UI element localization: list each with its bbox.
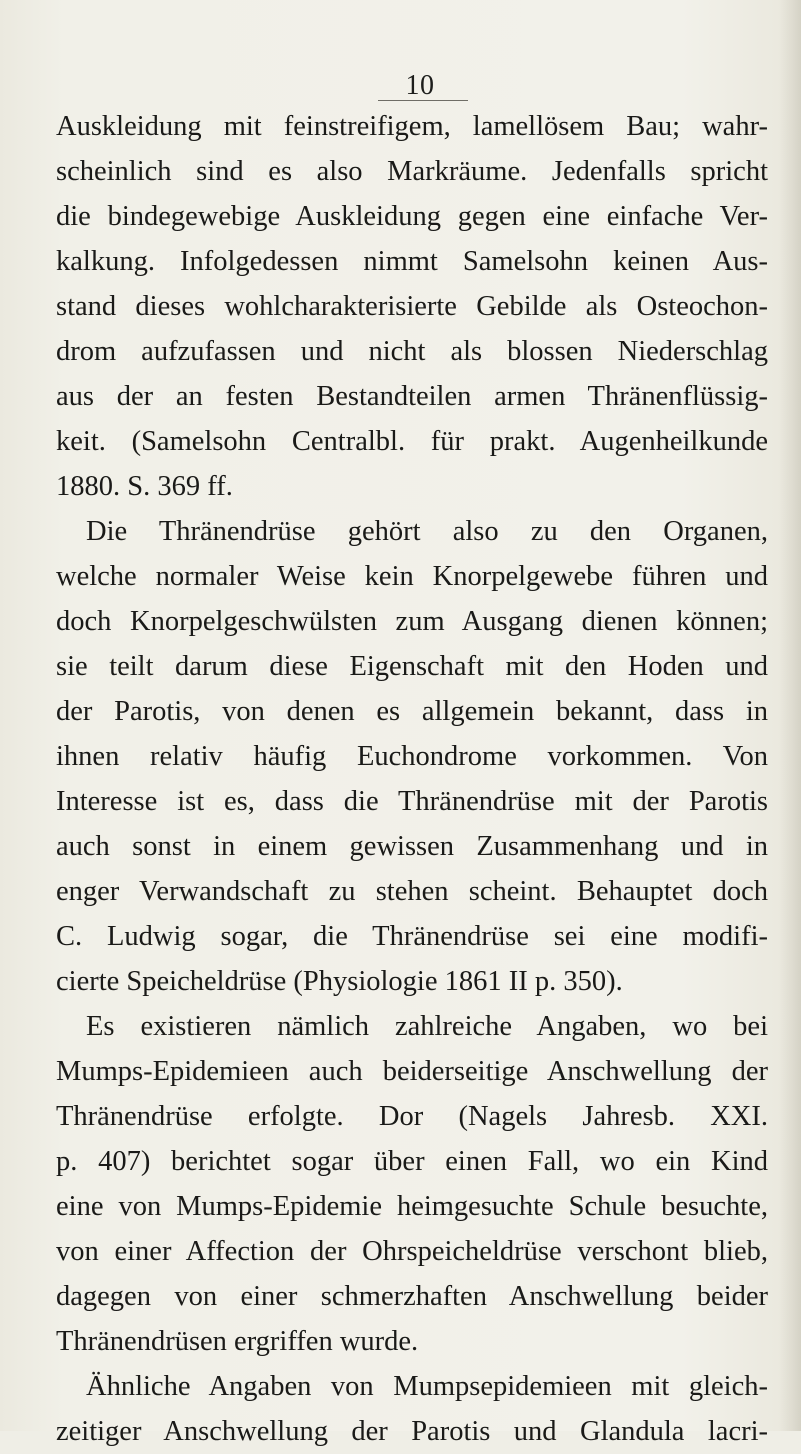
page-number-rule [378,100,468,101]
text-line: sie teilt darum diese Eigenschaft mit den Hoden und [56,651,768,682]
body-text [56,104,768,1454]
text-line: p. 407) berichtet sogar über einen Fall, wo ein Kind [56,1146,768,1177]
text-line: C. Ludwig sogar, die Thränendrüse sei eine modifi- [56,921,768,952]
text-line: enger Verwandschaft zu stehen scheint. Behauptet doch [56,876,768,907]
text-line: aus der an festen Bestandteilen armen Thränenflüssig- [56,381,768,412]
text-line: 1880. S. 369 ff. [56,471,233,502]
text-line: eine von Mumps-Epidemie heimgesuchte Schule besuchte, [56,1191,768,1222]
paragraph-2 [56,509,768,1004]
page-number: 10 [405,70,435,101]
text-line: Interesse ist es, dass die Thränendrüse mit der Parotis [56,786,768,817]
text-line: keit. (Samelsohn Centralbl. für prakt. Augenheilkunde [56,426,768,457]
text-line: kalkung. Infolgedessen nimmt Samelsohn keinen Aus- [56,246,768,277]
text-line: welche normaler Weise kein Knorpelgewebe führen und [56,561,768,592]
text-line: Ähnliche Angaben von Mumpsepidemieen mit gleich- [86,1371,768,1402]
text-line: Thränendrüsen ergriffen wurde. [56,1326,419,1357]
text-line: Es existieren nämlich zahlreiche Angaben, wo bei [86,1011,768,1042]
text-line: stand dieses wohlcharakterisierte Gebilde als Osteochon- [56,291,768,322]
text-line: cierte Speicheldrüse (Physiologie 1861 II p. 350). [56,966,623,997]
text-line: Die Thränendrüse gehört also zu den Organen, [86,516,768,547]
paragraph-3 [56,1004,768,1364]
paragraph-4 [56,1364,768,1454]
text-line: Mumps-Epidemieen auch beiderseitige Anschwellung der [56,1056,768,1087]
text-line: scheinlich sind es also Markräume. Jedenfalls spricht [56,156,768,187]
text-line: auch sonst in einem gewissen Zusammenhang und in [56,831,768,862]
page-edge-shadow [779,0,801,1431]
text-line: Auskleidung mit feinstreifigem, lamellösem Bau; wahr- [56,111,768,142]
text-line: ihnen relativ häufig Euchondrome vorkommen. Von [56,741,768,772]
text-line: drom aufzufassen und nicht als blossen Niederschlag [56,336,768,367]
text-line: zeitiger Anschwellung der Parotis und Glandula lacri- [56,1416,768,1447]
text-line: dagegen von einer schmerzhaften Anschwellung beider [56,1281,768,1312]
paragraph-1 [56,104,768,509]
text-line: die bindegewebige Auskleidung gegen eine einfache Ver- [56,201,768,232]
text-line: doch Knorpelgeschwülsten zum Ausgang dienen können; [56,606,768,637]
text-line: Thränendrüse erfolgte. Dor (Nagels Jahresb. XXI. [56,1101,768,1132]
text-line: von einer Affection der Ohrspeicheldrüse verschont blieb, [56,1236,768,1267]
text-line: der Parotis, von denen es allgemein bekannt, dass in [56,696,768,727]
